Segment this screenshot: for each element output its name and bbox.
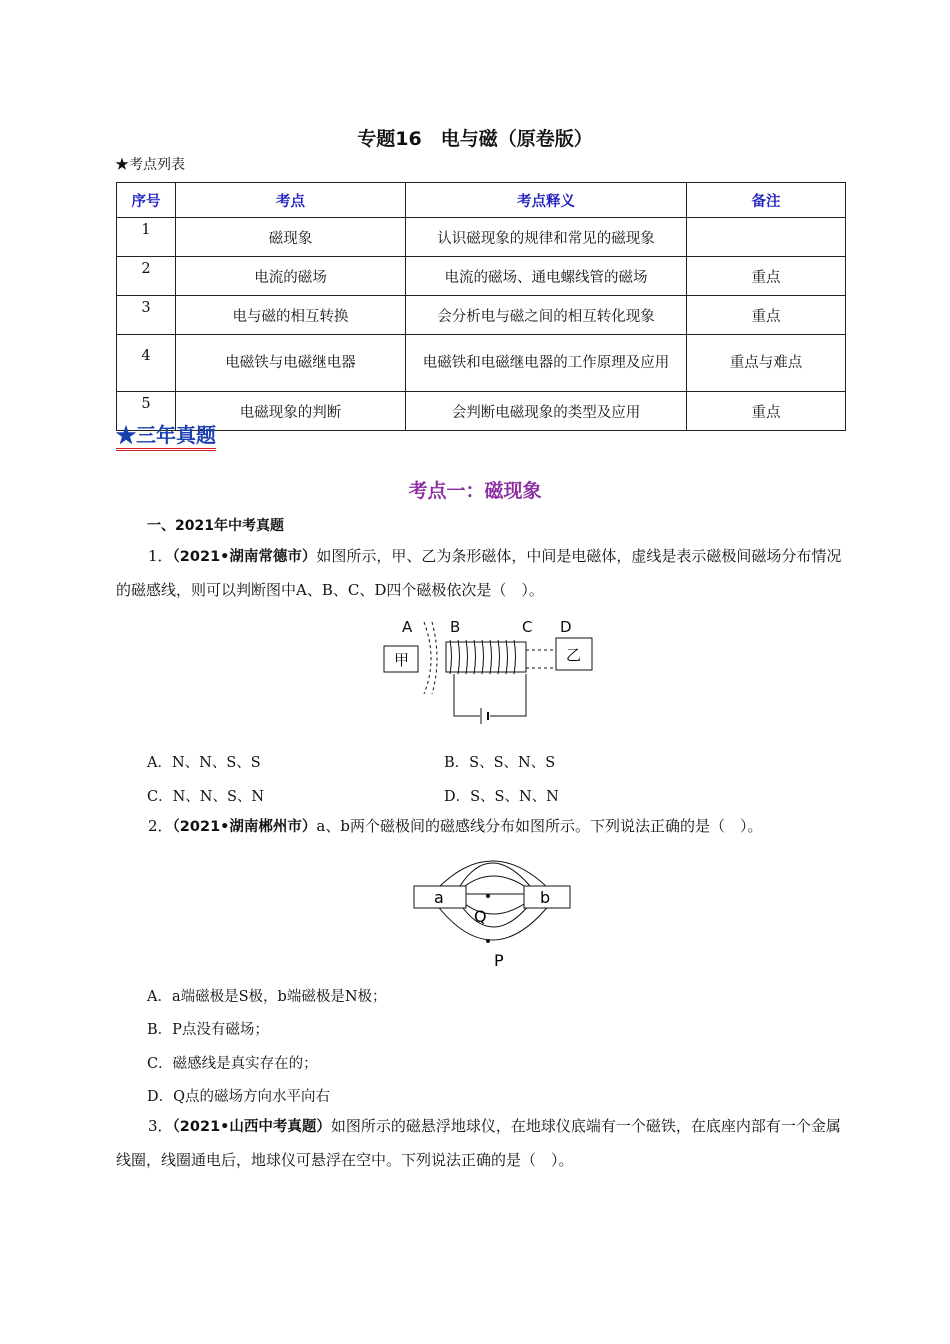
question-number: 1． bbox=[148, 547, 173, 565]
table-header: 序号 bbox=[117, 183, 176, 218]
magnet-label: 乙 bbox=[566, 646, 582, 664]
iron-core bbox=[446, 642, 526, 672]
question-source: （2021•山西中考真题） bbox=[172, 1119, 331, 1135]
coil bbox=[450, 640, 516, 674]
subheading: 一、2021年中考真题 bbox=[147, 518, 284, 534]
option: D．S、S、N、N bbox=[444, 789, 559, 805]
table-header: 备注 bbox=[687, 183, 846, 218]
table-cell: 认识磁现象的规律和常见的磁现象 bbox=[406, 218, 687, 257]
table-cell: 电流的磁场、通电螺线管的磁场 bbox=[406, 257, 687, 296]
field-lines bbox=[424, 622, 556, 694]
table-cell: 会判断电磁现象的类型及应用 bbox=[406, 392, 687, 431]
table-cell: 电磁铁和电磁继电器的工作原理及应用 bbox=[406, 335, 687, 392]
question-number: 2． bbox=[148, 817, 173, 835]
table-cell: 电磁铁与电磁继电器 bbox=[176, 335, 406, 392]
table-header: 考点 bbox=[176, 183, 406, 218]
point-label: Q bbox=[474, 907, 487, 926]
question-2 bbox=[116, 810, 846, 844]
table-header: 考点释义 bbox=[406, 183, 687, 218]
question-text: 如图所示，甲、乙为条形磁体，中间是电磁体，虚线是表示磁极间磁场分布情况的磁感线，则可以判断图中A、B、C、D四个磁极依次是（ ）。 bbox=[116, 547, 842, 599]
kaodian-list-label: ★考点列表 bbox=[115, 157, 185, 173]
table-cell: 重点 bbox=[687, 296, 846, 335]
question-source: （2021•湖南常德市） bbox=[172, 549, 317, 565]
table-cell: 4 bbox=[117, 335, 176, 392]
option: B．P点没有磁场； bbox=[147, 1022, 269, 1038]
option: C．磁感线是真实存在的； bbox=[147, 1056, 318, 1072]
page-title: 专题16 电与磁（原卷版） bbox=[357, 128, 593, 150]
pole-label: a bbox=[434, 888, 444, 907]
option: C．N、N、S、N bbox=[147, 789, 265, 805]
table-row bbox=[117, 257, 846, 296]
table-row bbox=[117, 335, 846, 392]
circuit-wire bbox=[454, 674, 526, 716]
table-cell: 5 bbox=[117, 392, 176, 431]
table-cell bbox=[687, 218, 846, 257]
table-cell: 1 bbox=[117, 218, 176, 257]
table-cell: 2 bbox=[117, 257, 176, 296]
table-row bbox=[117, 392, 846, 431]
option: D．Q点的磁场方向水平向右 bbox=[147, 1089, 331, 1105]
point-p bbox=[486, 939, 490, 943]
point-label: P bbox=[494, 951, 504, 970]
pole-label: C bbox=[522, 618, 533, 636]
pole-label: b bbox=[540, 888, 551, 907]
kaodian-table bbox=[116, 182, 846, 431]
table-cell: 磁现象 bbox=[176, 218, 406, 257]
table-cell: 会分析电与磁之间的相互转化现象 bbox=[406, 296, 687, 335]
figure-q2-field-lines bbox=[410, 846, 575, 971]
question-source: （2021•湖南郴州市） bbox=[172, 819, 317, 835]
pole-label: B bbox=[450, 618, 461, 636]
table-cell: 重点 bbox=[687, 392, 846, 431]
option: B．S、S、N、S bbox=[444, 755, 556, 771]
question-3 bbox=[116, 1110, 846, 1177]
question-number: 3． bbox=[148, 1117, 173, 1135]
table-cell: 重点 bbox=[687, 257, 846, 296]
table-cell: 3 bbox=[117, 296, 176, 335]
option: A．N、N、S、S bbox=[147, 755, 261, 771]
question-text: 如图所示的磁悬浮地球仪，在地球仪底端有一个磁铁，在底座内部有一个金属线圈，线圈通电后，地球仪可悬浮在空中。下列说法正确的是（ ）。 bbox=[116, 1117, 841, 1169]
table-row bbox=[117, 218, 846, 257]
table-row bbox=[117, 296, 846, 335]
pole-label: A bbox=[402, 618, 413, 636]
table-header-row bbox=[117, 183, 846, 218]
point-q bbox=[486, 894, 490, 898]
section-heading: ★三年真题 bbox=[116, 422, 216, 451]
figure-q1-electromagnet bbox=[380, 612, 610, 727]
pole-label: D bbox=[560, 618, 572, 636]
kaodian-title: 考点一：磁现象 bbox=[408, 480, 542, 502]
table-cell: 电与磁的相互转换 bbox=[176, 296, 406, 335]
table-cell: 重点与难点 bbox=[687, 335, 846, 392]
option: A．a端磁极是S极，b端磁极是N极； bbox=[147, 989, 387, 1005]
table-cell: 电流的磁场 bbox=[176, 257, 406, 296]
magnet-label: 甲 bbox=[394, 651, 410, 669]
table-cell: 电磁现象的判断 bbox=[176, 392, 406, 431]
question-1 bbox=[116, 540, 846, 607]
question-text: a、b两个磁极间的磁感线分布如图所示。下列说法正确的是（ ）。 bbox=[316, 817, 763, 835]
